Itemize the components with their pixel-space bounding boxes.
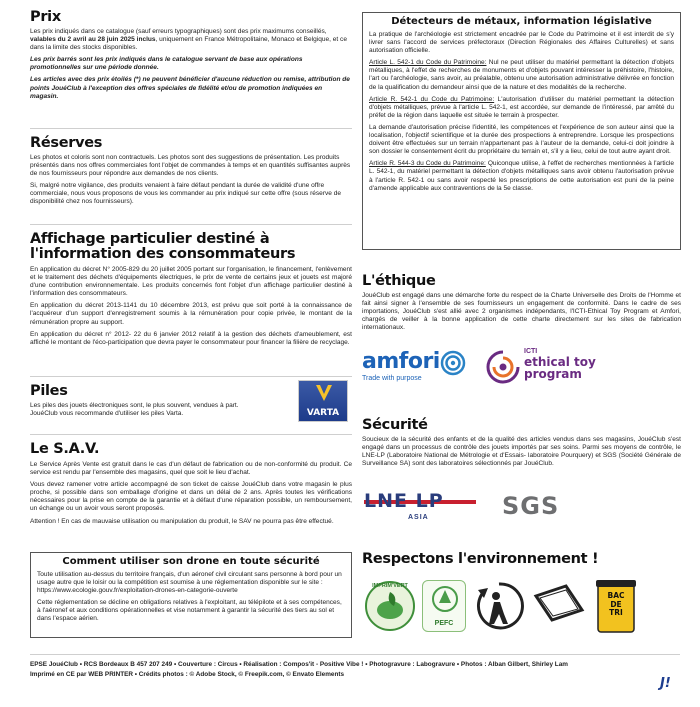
securite-section [362, 418, 681, 468]
imprimvert-logo: IMPRIM'VERT [364, 580, 416, 632]
varta-flag-icon [299, 381, 349, 409]
joueclub-mark: J! [660, 676, 671, 691]
drone-title: Comment utiliser son drone en toute sécurité [62, 556, 320, 567]
sav-title: Le S.A.V. [30, 441, 100, 457]
sav-paragraph-2: Vous devez ramener votre article accompagné de son ticket de caisse JouéClub dans votre magasin le plus proche, si possible dans son emballage d'origine et dans un délai de 2 ans. Après toutes les vérifications nécessaires pour la prise en compte de la garantie et à défaut d'une réparation possible, un remboursement, un échange ou un avoir vous seront proposés. [30, 481, 352, 513]
prix-paragraph-1: Les prix indiqués dans ce catalogue (sauf erreurs typographiques) sont des prix maximums conseillés, valables du 2 avril au 28 juin 2025 inclus, uniquement en France Métropolitaine, Monaco et Belgique, et ce dans la limite des stocks disponibles. [30, 28, 347, 52]
prix-title: Prix [30, 9, 61, 25]
prix-paragraph-2: Les prix barrés sont les prix indiqués dans le catalogue servant de base aux opérations promotionnelles sur une période donnée. [30, 56, 303, 72]
detecteurs-paragraph-1: La pratique de l'archéologie est strictement encadrée par le Code du Patrimoine et il est interdit de s'y livrer sans l'accord de services préfectoraux (Direction Régionales des Affaires Culturelles) et sans autorisation officielle. [369, 31, 674, 55]
pefc-logo: PEFC [422, 580, 466, 632]
amfori-swirl-icon [440, 350, 466, 376]
securite-paragraph: Soucieux de la sécurité des enfants et de la qualité des articles vendus dans ses magasins, JouéClub s'est engagé dans un processus de contrôle des jouets importés par ses soins. Parmi ses moyens de contrôle, le LNE-LP (Laboratoire National de Métrologie et d'Essais- laboratoire Pourquery) et SGS (Société Générale de Surveillance SA) sont des laboratoires sélectionnés par JouéClub. [362, 436, 681, 468]
sav-paragraph-1: Le Service Après Vente est gratuit dans le cas d'un défaut de fabrication ou de non-conformité du produit. Ce service est rendu par l'ensemble des magasins, quel que soit le lieu d'achat. [30, 461, 352, 477]
detecteurs-title: Détecteurs de métaux, information législative [391, 16, 652, 27]
sav-section [30, 442, 352, 526]
affichage-paragraph-1: En application du décret N° 2005-829 du 20 juillet 2005 portant sur l'organisation, le financement, l'enlèvement et le traitement des déchets d'équipements électriques, le prix de vente de certains jeux et jouets est majoré d'une contribution environnementale. Les produits concernés font l'objet d'un affichage particulier destiné à l'information des consommateurs. [30, 266, 352, 298]
detecteurs-box [362, 12, 681, 250]
piles-paragraph: Les piles des jouets électroniques sont, le plus souvent, vendues à part. JouéClub vous recommande d'utiliser les piles Varta. [30, 402, 239, 418]
detecteurs-paragraph-5: Article R. 544-3 du Code du Patrimoine: Quiconque utilise, à l'effet de recherches mentionnées à l'article L. 542-1, du matériel permettant la détection d'objets métalliques sans avoir obtenu l'autorisation prévue à l'article R. 542-1 ou sans avoir respecté les prescriptions de cette autorisation est puni de la peine d'amende applicable aux contraventions de la 5e classe. [369, 160, 674, 192]
piles-title: Piles [30, 383, 68, 399]
detecteurs-paragraph-3: Article R. 542-1 du Code du Patrimoine: L'autorisation d'utiliser du matériel permettant la détection d'objets métalliques, prévue à l'article L. 542-1, est accordée, sur demande de l'intéressé, par arrêté du préfet de la région dans laquelle est située le terrain à prospecter. [369, 95, 674, 119]
ethique-title: L'éthique [362, 273, 436, 289]
footer [30, 660, 680, 679]
piles-section [30, 384, 352, 418]
divider [30, 128, 352, 129]
amfori-logo: amfori Trade with purpose [362, 350, 472, 386]
environnement-title: Respectons l'environnement ! [362, 551, 599, 567]
affichage-paragraph-2: En application du décret 2013-1141 du 10 décembre 2013, est prévu que soit porté à la connaissance de l'acquéreur d'un support d'enregistrement soumis à la rémunération pour copie privée, le montant de la rémunération propre au support. [30, 302, 352, 326]
reserves-paragraph-1: Les photos et coloris sont non contractuels. Les photos sont des suggestions de présentation. Les produits présentés dans nos offres commerciales font l'objet de commandes à temps et en quantités suffisantes auprès de nos fournisseurs pour répondre aux demandes de nos clients. [30, 154, 351, 178]
drone-box [30, 552, 352, 638]
detecteurs-paragraph-2: Article L. 542-1 du Code du Patrimoine: Nul ne peut utiliser du matériel permettant la détection d'objets métalliques, à l'effet de recherches de monuments et d'objets pouvant intéresser la préhistoire, l'histoire, l'art ou l'archéologie, sans avoir, au préalable, obtenu une autorisation administrative délivrée en fonction de la qualification du demandeur ainsi que de la nature et des modalités de la recherche. [369, 59, 674, 91]
lne-lp-logo: LNE LP ASIA [364, 490, 476, 524]
affichage-title: Affichage particulier destiné à l'information des consommateurs [30, 231, 296, 262]
affichage-section [30, 232, 352, 347]
footer-divider [30, 654, 680, 655]
ethique-section [362, 274, 681, 332]
icti-logo: ICTI ethical toy program [486, 348, 616, 388]
detecteurs-paragraph-4: La demande d'autorisation précise l'identité, les compétences et l'expérience de son auteur ainsi que la localisation, l'objectif scientifique et la durée des prospections à entreprendre. Lorsque les prospections doivent être effectuées sur un terrain n'appartenant pas à l'auteur de la demande, celui-ci doit joindre à son dossier le consentement écrit du propriétaire du terrain et, s'il y a lieu, celui de tout autre ayant droit. [369, 123, 674, 156]
reserves-section [30, 136, 352, 207]
pefc-tree-icon [423, 581, 467, 615]
securite-title: Sécurité [362, 417, 428, 433]
divider [30, 224, 352, 225]
sav-paragraph-3: Attention ! En cas de mauvaise utilisation ou manipulation du produit, le SAV ne pourra pas être effectué. [30, 517, 334, 525]
bac-de-tri-icon: BAC DE TRI [594, 578, 638, 634]
affichage-paragraph-3: En application du décret n° 2012- 22 du 6 janvier 2012 relatif à la gestion des déchets d'ameublement, est affiché le montant de l'éco-participation que devra payer le consommateur pour financer la filière de recyclage. [30, 330, 352, 346]
triman-icon [474, 580, 524, 632]
divider [30, 434, 352, 435]
divider [30, 376, 352, 377]
environnement-section [362, 552, 681, 567]
sgs-logo: SGS [502, 492, 560, 520]
drone-paragraph-1: Toute utilisation au-dessus du territoire français, d'un aéronef civil circulant sans personne à bord pour un usage autre que le loisir ou la compétition est soumise à une réglementation disponible sur le site : https://www.ecologie.gouv.fr/exploitation-drones-en-categorie-ouverte [37, 571, 342, 595]
footer-credits-line-2: Imprimé en CE par WEB PRINTER • Crédits photos : © Adobe Stock, © Freepik.com, © Envato Elements [30, 670, 345, 678]
prix-section [30, 10, 352, 101]
prix-paragraph-3: Les articles avec des prix étoilés (*) ne peuvent bénéficier d'aucune réduction ou remise, attribution de points JouéClub à l'exception des offres spéciales de fidélité et/ou de promotion indiquées en magasin. [30, 76, 350, 100]
triman-logo [474, 580, 524, 632]
reserves-title: Réserves [30, 135, 103, 151]
ethique-paragraph: JouéClub est engagé dans une démarche forte du respect de la Charte Universelle des Droits de l'Homme et fait ainsi signer à l'ensemble de ses fournisseurs un engagement de conformité. Dans le cadre de ses importations, JouéClub s'est allié avec 2 organismes indépendants, l'ICTI-Ethical Toy Program et Amfori, chargés de veiller à la bonne application de cette charte directement sur les sites de fabrication internationaux. [362, 292, 681, 332]
varta-logo: VARTA [298, 380, 348, 422]
footer-credits-line-1: EPSE JouéClub • RCS Bordeaux B 457 207 249 • Couverture : Circus • Réalisation : Compos'it - Positive Vibe ! • Photogravure : Labogravure • Photos : Alban Gilbert, Shirley Lam [30, 661, 568, 668]
reserves-paragraph-2: Si, malgré notre vigilance, des produits venaient à faire défaut pendant la durée de validité d'une offre commerciale, nous vous proposons de vous les commander au prix indiqué sur cette offre (sous réserve de disponibilité chez nos fournisseurs). [30, 182, 342, 206]
bin-recycling-icon [532, 580, 586, 632]
drone-paragraph-2: Cette réglementation se décline en obligations relatives à l'exploitant, au télépilote et à ses compétences, à l'aéronef et aux conditions opérationnelles et vise notamment à garantir la sécurité des tiers au sol et dans l'espace aérien. [37, 599, 342, 623]
icti-star-icon [486, 350, 520, 384]
